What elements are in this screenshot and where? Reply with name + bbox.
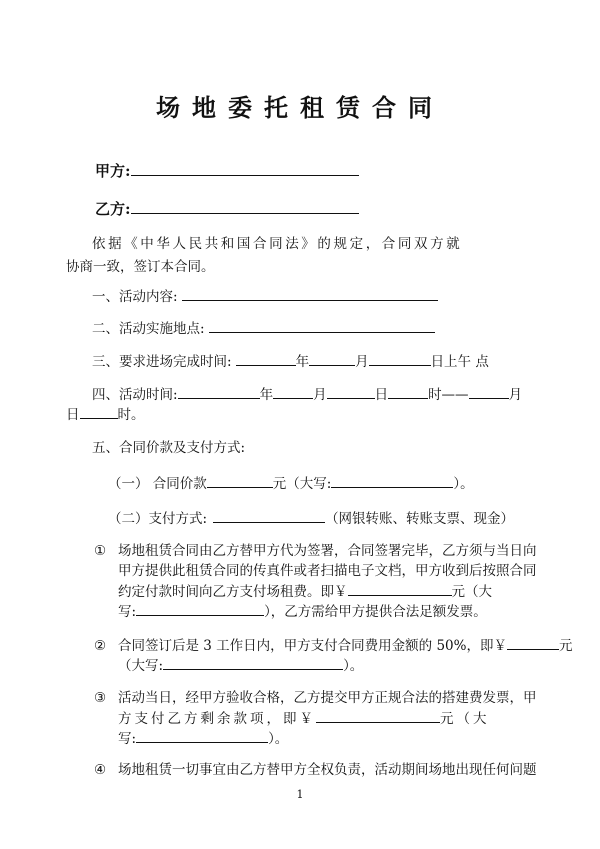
price-amount-blank[interactable] [207, 473, 273, 488]
item-2-uppercase-blank[interactable] [163, 655, 343, 670]
clause-activity-content [92, 286, 438, 308]
item-1-number: ① [94, 543, 107, 559]
item-2-line-2a: （大写: [118, 658, 164, 674]
item-3 [94, 688, 537, 709]
start-day-blank[interactable] [327, 384, 375, 399]
start-year-label: 年 [259, 387, 274, 403]
party-a-label: 甲方: [95, 162, 131, 180]
activity-location-blank[interactable] [209, 318, 435, 333]
entry-year-blank[interactable] [236, 351, 296, 366]
start-month-label: 月 [313, 387, 327, 403]
payment-methods-options: （网银转账、转账支票、现金） [325, 511, 515, 527]
item-2-amount-blank[interactable] [507, 635, 559, 650]
end-hour-label: 时。 [117, 407, 145, 423]
item-3-number: ③ [94, 690, 107, 706]
party-b-label: 乙方: [95, 200, 131, 218]
item-3-line-2a: 方支付乙方剩余款项，即￥ [118, 711, 316, 727]
item-4-line-1: 场地租赁一切事宜由乙方替甲方全权负责，活动期间场地出现任何问题 [118, 762, 537, 778]
item-3-line-3a: 写: [118, 731, 137, 747]
item-4-number: ④ [94, 762, 107, 778]
item-3-line-3b: ）。 [268, 731, 289, 747]
entry-month-label: 月 [355, 354, 369, 370]
document-title: 场地委托租赁合同 [156, 93, 444, 122]
item-3-line-1: 活动当日，经甲方验收合格，乙方提交甲方正规合法的搭建费发票，甲 [118, 690, 537, 706]
activity-content-blank[interactable] [182, 286, 438, 301]
entry-day-time-label: 日上午 点 [430, 354, 489, 370]
start-month-blank[interactable] [273, 384, 313, 399]
party-b [95, 198, 359, 219]
intro-line-1: 依据《中华人民共和国合同法》的规定，合同双方就 [92, 236, 463, 252]
item-1-line-2: 甲方提供此租赁合同的传真件或者扫描电子文档，甲方收到后按照合同 [118, 563, 537, 579]
clause-entry-time [92, 351, 489, 373]
entry-day-blank[interactable] [369, 351, 431, 366]
item-1-line-4b: ），乙方需给甲方提供合法足额发票。 [264, 604, 487, 620]
item-4 [94, 760, 537, 781]
clause-activity-location [92, 318, 435, 340]
page-number: 1 [296, 788, 304, 801]
item-3-line-2b: 元（大 [440, 711, 490, 727]
clause-price-payment: 五、合同价款及支付方式: [92, 440, 246, 456]
price-yuan-label: 元（大写: [272, 476, 332, 492]
start-day-label: 日 [374, 387, 389, 403]
item-1-uppercase-blank[interactable] [136, 601, 264, 616]
party-a [95, 160, 359, 181]
start-hour-label: 时—— [428, 387, 469, 403]
intro-line-2: 协商一致，签订本合同。 [66, 259, 215, 275]
item-3-line-3 [118, 728, 288, 750]
clause-activity-content-label: 一、活动内容: [92, 289, 178, 305]
party-b-blank[interactable] [131, 199, 359, 214]
entry-month-blank[interactable] [309, 351, 355, 366]
start-hour-blank[interactable] [388, 384, 428, 399]
item-1-line-3 [118, 581, 492, 603]
payment-method [108, 508, 514, 530]
item-2-line-1a: 合同签订后是 3 工作日内，甲方支付合同费用金额的 50%，即￥ [118, 638, 507, 654]
item-1 [94, 541, 537, 562]
start-year-blank[interactable] [178, 384, 260, 399]
end-month-blank[interactable] [469, 384, 509, 399]
contract-price-label: （一） 合同价款 [108, 476, 207, 492]
clause-activity-time-cont [66, 404, 145, 426]
clause-activity-location-label: 二、活动实施地点: [92, 321, 205, 337]
clause-activity-time [92, 384, 522, 406]
item-1-line-3b: 元（大 [451, 584, 492, 600]
clause-activity-time-label: 四、活动时间: [92, 387, 178, 403]
item-2 [94, 635, 572, 657]
clause-entry-time-label: 三、要求进场完成时间: [92, 354, 232, 370]
item-2-number: ② [94, 638, 107, 654]
contract-price [108, 473, 474, 495]
item-1-line-4a: 写: [118, 604, 137, 620]
item-1-line-4 [118, 601, 487, 623]
item-1-line-3a: 约定付款时间向乙方支付场租费。即￥ [118, 584, 348, 600]
item-2-line-2b: ）。 [343, 658, 364, 674]
item-3-line-2 [118, 708, 490, 730]
item-3-amount-blank[interactable] [316, 708, 440, 723]
party-a-blank[interactable] [131, 161, 359, 176]
price-end: ）。 [453, 476, 474, 492]
payment-method-label: （二）支付方式: [108, 511, 208, 527]
entry-year-label: 年 [295, 354, 310, 370]
end-month-label: 月 [508, 387, 523, 403]
item-1-line-1: 场地租赁合同由乙方替甲方代为签署，合同签署完毕，乙方须与当日向 [118, 543, 537, 559]
payment-method-blank[interactable] [213, 508, 325, 523]
item-3-uppercase-blank[interactable] [136, 728, 268, 743]
item-2-line-1b: 元 [558, 638, 573, 654]
price-uppercase-blank[interactable] [331, 473, 453, 488]
end-day-label: 日 [66, 407, 80, 423]
end-hour-blank[interactable] [80, 404, 118, 419]
item-1-amount-blank[interactable] [348, 581, 452, 596]
item-2-line-2 [118, 655, 363, 677]
